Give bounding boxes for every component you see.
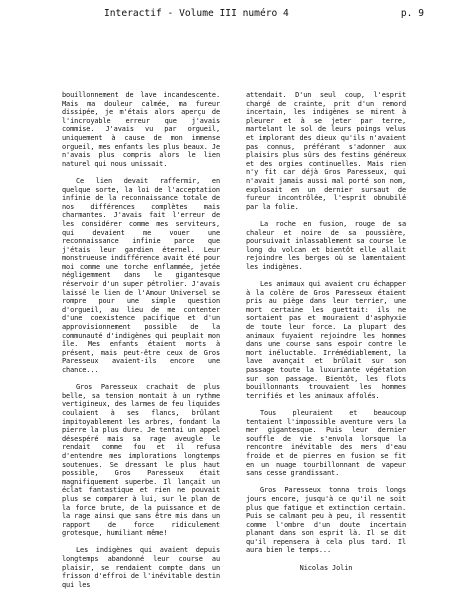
paragraph: Tous pleuraient et beaucoup tentaient l'impossible aventure vers la mer gigantesque. Puis leur dernier souffle de vie s'envola lorsque la rencontre inévitable des mers d'eau froide et de pierres en fusion se fit en un nuage tourbillonnant de vapeur sans cesse grandissant. [246, 408, 406, 478]
paragraph: Ce lien devait raffermir, en quelque sorte, la loi de l'acceptation infinie de la reconnaissance totale de nos différences complètes mais charmantes. J'avais fait l'erreur de les considérer comme mes serviteurs, qui devaient me vouer une reconnaissance infinie parce que j'étais leur gardien éternel. Leur monstrueuse indifférence avait été pour moi comme une torche enflammée, jetée négligemment dans le gigantesque réservoir d'un super pétrolier. J'avais laissé le lien de l'Amour Universel se rompre pour une simple question d'orgueil, au lieu de me contenter d'une coexistence pacifique et d'un approvisionnement possible de la communauté d'indigènes qui peuplait mon île. Mes enfants étaient morts à présent, mais peut-être ceux de Gros Paresseux avaient-ils encore une chance... [62, 176, 220, 374]
publication-title: Interactif - Volume III numéro 4 [104, 8, 289, 19]
paragraph: Les animaux qui avaient cru échapper à la colère de Gros Paresseux étaient pris au piège dans leur terrier, une mort certaine les guettait: ils ne sortaient pas et mouraient d'asphyxie de toute leur force. La plupart des animaux fuyaient rejoindre les hommes dans une course sans espoir contre le mort inéluctable. Irrémédiablement, la lave avançait et brûlait sur son passage toute la luxuriante végétation sur son passage. Bientôt, les flots bouillonnants trouvaient les hommes terrifiés et les animaux affolés. [246, 280, 406, 400]
page-header [104, 7, 424, 21]
right-column [246, 91, 406, 581]
author-signature: Nicolas Jolin [299, 563, 353, 572]
paragraph: Gros Paresseux tonna trois longs jours encore, jusqu'à ce qu'il ne soit plus que fatigue et extinction certain. Puis se calmant peu à peu, il ressentit comme l'ombre d'un doute incertain planant dans son esprit là. Il se dit qu'il repensera à cela plus tard. Il aura bien le temps... [246, 486, 406, 555]
paragraph: La roche en fusion, rouge de sa chaleur et noire de sa poussière, poursuivait inlassablement sa course le long du volcan et bientôt elle allait rejoindre les berges où se lamentaient les indigènes. [246, 219, 406, 271]
paragraph: Les indigènes qui avaient depuis longtemps abandonné leur course au plaisir, se rendaient compte dans un frisson d'effroi de l'inévitable destin qui les [62, 546, 220, 589]
left-column [62, 91, 220, 598]
page-number: p. 9 [400, 8, 424, 19]
paragraph: Gros Paresseux crachait de plus belle, sa tension montait à un rythme vertigineux, des larmes de feu liquides coulaient à ses flancs, brûlant impitoyablement les arbres, fondant la pierre la plus dure. Je tentai un appel désespéré mais sa rage aveugle le rendait comme fou et il refusa d'entendre mes implorations longtemps soutenues. Se dressant le plus haut possible, Gros Paresseux était magnifiquement superbe. Il lançait un éclat fantastique et rien ne pouvait plus se comparer à lui, sur le plan de la force brute, de la puissance et de la rage ainsi que sans être mis dans un rapport de force ridiculement grotesque, humiliant même! [62, 383, 220, 538]
paragraph: bouillonnement de lave incandescente. Mais ma douleur calmée, ma fureur dissipée, je m'étais alors aperçu de l'incroyable erreur que j'avais commise. J'avais vu par orgueil, uniquement à cause de mon immense orgueil, mes enfants les plus beaux. Je n'avais plus compris alors le lien naturel qui nous unissait. [62, 91, 220, 168]
paragraph: attendait. D'un seul coup, l'esprit chargé de crainte, prit d'un remord incertain, les indigènes se mirent à pleurer et à se jeter par terre, martelant le sol de leurs poings velus et implorant des dieux qu'ils n'avaient pas connus, préférant s'adonner aux plaisirs plus sûrs des festins généreux et des orgies continuelles. Mais rien n'y fit car déjà Gros Paresseux, qui n'avait jamais aussi mal porté son nom, explosait en un dernier sursaut de fureur incontrôlée, l'esprit obnubilé par la folie. [246, 91, 406, 211]
